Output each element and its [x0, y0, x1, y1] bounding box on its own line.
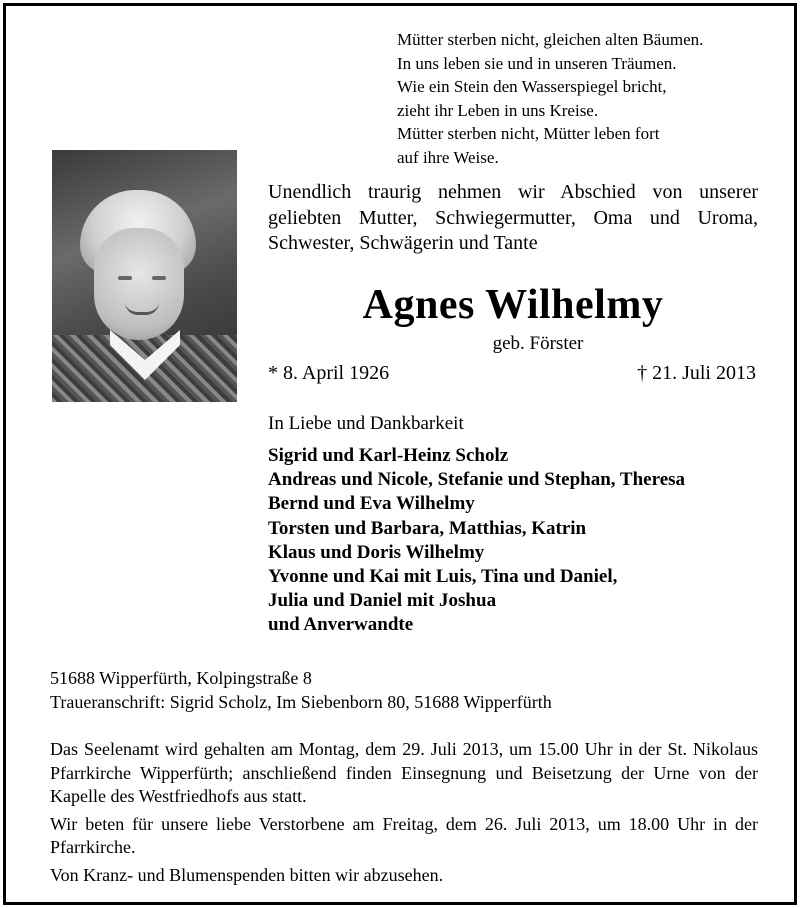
poem	[397, 28, 703, 169]
poem-line: Wie ein Stein den Wasserspiegel bricht,	[397, 77, 667, 96]
thanks-line: In Liebe und Dankbarkeit	[268, 413, 464, 434]
poem-line: auf ihre Weise.	[397, 147, 499, 167]
home-address: 51688 Wipperfürth, Kolpingstraße 8	[50, 668, 312, 688]
mourning-address: Traueranschrift: Sigrid Scholz, Im Siebenborn 80, 51688 Wipperfürth	[50, 692, 552, 712]
mourner-line: Yvonne und Kai mit Luis, Tina und Daniel,	[268, 566, 618, 588]
mourner-line: Sigrid und Karl-Heinz Scholz	[268, 445, 509, 466]
intro-text: Unendlich traurig nehmen wir Abschied von unserer geliebten Mutter, Schwiegermutter, Oma und Uroma, Schwester, Schwägerin und Tante	[268, 181, 758, 254]
poem-line: In uns leben sie und in unseren Träumen.	[397, 53, 677, 73]
poem-line: Mütter sterben nicht, gleichen alten Bäumen.	[397, 30, 704, 49]
birth-date: * 8. April 1926	[268, 362, 390, 384]
service-info	[50, 738, 758, 891]
mourner-line: Klaus und Doris Wilhelmy	[268, 541, 485, 563]
service-paragraph: Von Kranz- und Blumenspenden bitten wir abzusehen.	[50, 864, 444, 885]
deceased-name: Agnes Wilhelmy	[362, 282, 664, 328]
mourners-list	[268, 444, 685, 638]
mourner-line: und Anverwandte	[268, 614, 414, 636]
mourner-line: Andreas und Nicole, Stefanie und Stephan, Theresa	[268, 469, 686, 491]
portrait-photo	[52, 150, 237, 402]
death-date: † 21. Juli 2013	[637, 362, 756, 384]
poem-line: zieht ihr Leben in uns Kreise.	[397, 100, 599, 120]
service-paragraph: Wir beten für unsere liebe Verstorbene am Freitag, dem 26. Juli 2013, um 18.00 Uhr in der Pfarrkirche.	[50, 813, 758, 857]
mourner-line: Julia und Daniel mit Joshua	[268, 590, 497, 612]
service-paragraph: Das Seelenamt wird gehalten am Montag, dem 29. Juli 2013, um 15.00 Uhr in der St. Nikolaus Pfarrkirche Wipperfürth; anschließend finden Einsegnung und Beisetzung der Urne von der Kapelle des Westfriedhofs aus statt.	[50, 739, 758, 806]
mourner-line: Bernd und Eva Wilhelmy	[268, 493, 475, 515]
poem-line: Mütter sterben nicht, Mütter leben fort	[397, 124, 660, 143]
maiden-name: geb. Förster	[492, 333, 584, 354]
mourner-line: Torsten und Barbara, Matthias, Katrin	[268, 517, 587, 539]
address-block	[50, 666, 552, 714]
